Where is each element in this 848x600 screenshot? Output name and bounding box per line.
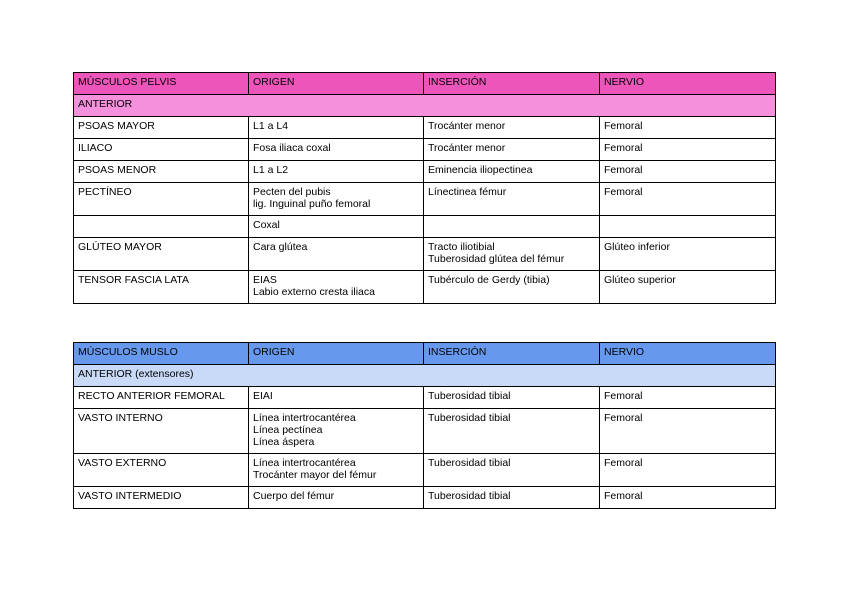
table-cell: L1 a L2: [249, 161, 424, 183]
table-cell: Glúteo inferior: [600, 238, 776, 271]
column-header: ORIGEN: [249, 343, 424, 365]
column-header: NERVIO: [600, 343, 776, 365]
table-cell: Femoral: [600, 387, 776, 409]
table-header-row: [74, 73, 776, 95]
table-cell: Femoral: [600, 487, 776, 509]
table-cell: [424, 216, 600, 238]
table-cell: Cara glútea: [249, 238, 424, 271]
column-header: NERVIO: [600, 73, 776, 95]
table-cell: [74, 216, 249, 238]
table-cell: Femoral: [600, 117, 776, 139]
column-header: INSERCIÓN: [424, 73, 600, 95]
table-row: [74, 238, 776, 271]
section-row: [74, 95, 776, 117]
table-cell: VASTO INTERMEDIO: [74, 487, 249, 509]
table-cell: Femoral: [600, 183, 776, 216]
table-cell: Trocánter menor: [424, 139, 600, 161]
table-cell: Tuberosidad tibial: [424, 487, 600, 509]
table-cell: Coxal: [249, 216, 424, 238]
table-row: [74, 183, 776, 216]
table-cell: Femoral: [600, 454, 776, 487]
table-cell: Trocánter menor: [424, 117, 600, 139]
table-cell: PECTÍNEO: [74, 183, 249, 216]
table-cell: GLÚTEO MAYOR: [74, 238, 249, 271]
table-row: [74, 487, 776, 509]
table-cell: Línea intertrocantérea Línea pectínea Línea áspera: [249, 409, 424, 454]
table-cell: Eminencia iliopectinea: [424, 161, 600, 183]
table-cell: RECTO ANTERIOR FEMORAL: [74, 387, 249, 409]
table-row: [74, 454, 776, 487]
table-cell: PSOAS MAYOR: [74, 117, 249, 139]
table-cell: EIAS Labio externo cresta iliaca: [249, 271, 424, 304]
table-cell: Tuberosidad tibial: [424, 387, 600, 409]
table-row: [74, 409, 776, 454]
table-cell: Cuerpo del fémur: [249, 487, 424, 509]
table-cell: Línea intertrocantérea Trocánter mayor del fémur: [249, 454, 424, 487]
table-cell: Tubérculo de Gerdy (tibia): [424, 271, 600, 304]
table-cell: EIAI: [249, 387, 424, 409]
table-cell: Tuberosidad tibial: [424, 454, 600, 487]
table-row: [74, 271, 776, 304]
table-cell: Glúteo superior: [600, 271, 776, 304]
table-row: [74, 387, 776, 409]
table-cell: Femoral: [600, 409, 776, 454]
section-label: ANTERIOR: [74, 95, 776, 117]
table-musculos-muslo: [73, 342, 776, 509]
column-header: MÚSCULOS PELVIS: [74, 73, 249, 95]
table-cell: VASTO EXTERNO: [74, 454, 249, 487]
table-cell: Línectinea fémur: [424, 183, 600, 216]
table-row: [74, 139, 776, 161]
table-cell: Femoral: [600, 139, 776, 161]
table-cell: PSOAS MENOR: [74, 161, 249, 183]
table-cell: Pecten del pubis lig. Inguinal puño femoral: [249, 183, 424, 216]
table-cell: [600, 216, 776, 238]
table-cell: TENSOR FASCIA LATA: [74, 271, 249, 304]
table-cell: VASTO INTERNO: [74, 409, 249, 454]
table-row: [74, 117, 776, 139]
column-header: INSERCIÓN: [424, 343, 600, 365]
column-header: ORIGEN: [249, 73, 424, 95]
section-label: ANTERIOR (extensores): [74, 365, 776, 387]
column-header: MÚSCULOS MUSLO: [74, 343, 249, 365]
table-cell: Femoral: [600, 161, 776, 183]
table-cell: Tracto iliotibial Tuberosidad glútea del fémur: [424, 238, 600, 271]
table-row: [74, 161, 776, 183]
table-cell: ILIACO: [74, 139, 249, 161]
table-cell: L1 a L4: [249, 117, 424, 139]
table-header-row: [74, 343, 776, 365]
table-musculos-pelvis: [73, 72, 776, 304]
table-cell: Fosa iliaca coxal: [249, 139, 424, 161]
section-row: [74, 365, 776, 387]
table-row: [74, 216, 776, 238]
table-cell: Tuberosidad tibial: [424, 409, 600, 454]
